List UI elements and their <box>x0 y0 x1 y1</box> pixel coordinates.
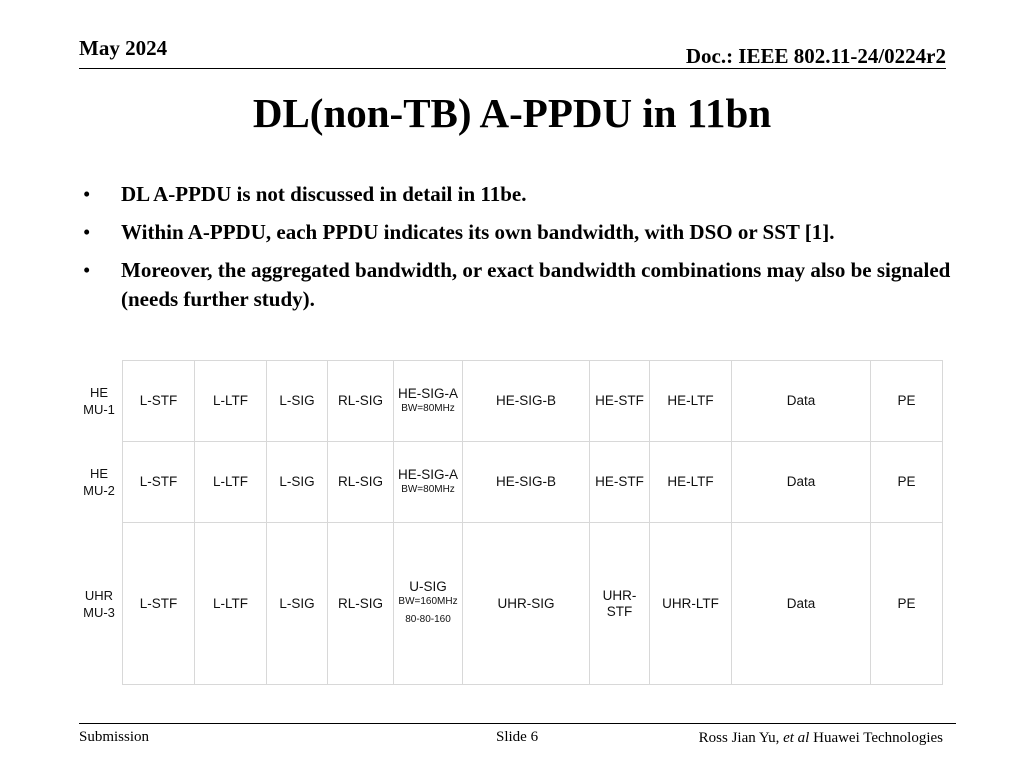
field-ltf: HE-LTF <box>650 361 732 442</box>
field-uhr-stf: UHR-STF <box>590 523 650 685</box>
field-sig-b: HE-SIG-B <box>463 361 590 442</box>
sig-name: HE-SIG-A <box>397 467 458 482</box>
sig-bandwidth: BW=80MHz <box>401 484 455 495</box>
field-l-ltf: L-LTF <box>195 442 267 523</box>
field-ltf: HE-LTF <box>650 442 732 523</box>
header-divider <box>79 68 946 69</box>
sig-bandwidth: BW=80MHz <box>401 403 455 414</box>
ppdu-row-he-mu-1 <box>76 361 943 442</box>
field-data: Data <box>732 361 871 442</box>
field-data: Data <box>732 442 871 523</box>
ppdu-row-label: HE MU-1 <box>83 385 115 417</box>
bullet-item <box>79 218 999 247</box>
bullet-text: Moreover, the aggregated bandwidth, or exact bandwidth combinations may also be signaled (needs further study). <box>121 258 951 311</box>
field-uhr-sig: UHR-SIG <box>463 523 590 685</box>
field-l-sig: L-SIG <box>267 442 328 523</box>
field-sig-b: HE-SIG-B <box>463 442 590 523</box>
bullet-symbol: • <box>83 258 91 282</box>
ppdu-row-label: HE MU-2 <box>83 466 115 498</box>
field-l-stf: L-STF <box>123 523 195 685</box>
field-l-ltf: L-LTF <box>195 523 267 685</box>
header-doc-id: Doc.: IEEE 802.11-24/0224r2 <box>685 44 946 68</box>
field-rl-sig: RL-SIG <box>328 523 394 685</box>
footer-et-al: et al <box>783 730 810 746</box>
field-sig-a <box>394 442 463 523</box>
field-l-ltf: L-LTF <box>195 361 267 442</box>
field-stf: HE-STF <box>590 442 650 523</box>
bullet-list <box>79 180 999 323</box>
footer-slide-number: Slide 6 <box>496 729 539 745</box>
field-rl-sig: RL-SIG <box>328 442 394 523</box>
field-pe: PE <box>871 442 943 523</box>
field-u-sig <box>394 523 463 685</box>
sig-name: U-SIG <box>409 579 447 594</box>
footer-organization: Huawei Technologies <box>813 730 943 746</box>
field-l-stf: L-STF <box>123 442 195 523</box>
footer-submission: Submission <box>79 729 150 745</box>
field-pe: PE <box>871 523 943 685</box>
field-l-sig: L-SIG <box>267 523 328 685</box>
sig-bandwidth: BW=160MHz <box>398 596 458 607</box>
field-data: Data <box>732 523 871 685</box>
field-uhr-ltf: UHR-LTF <box>650 523 732 685</box>
bullet-text: DL A-PPDU is not discussed in detail in 11be. <box>121 182 527 206</box>
field-pe: PE <box>871 361 943 442</box>
field-stf: HE-STF <box>590 361 650 442</box>
slide-title: DL(non-TB) A-PPDU in 11bn <box>252 90 772 136</box>
header-date: May 2024 <box>79 36 168 60</box>
ppdu-row-he-mu-2 <box>76 442 943 523</box>
bullet-symbol: • <box>83 182 91 206</box>
field-l-stf: L-STF <box>123 361 195 442</box>
footer-author <box>699 729 943 747</box>
bullet-item <box>79 256 999 314</box>
field-l-sig: L-SIG <box>267 361 328 442</box>
sig-name: HE-SIG-A <box>397 386 458 401</box>
sig-bw-combination: 80-80-160 <box>405 614 451 625</box>
bullet-item <box>79 180 999 209</box>
bullet-symbol: • <box>83 220 91 244</box>
bullet-text: Within A-PPDU, each PPDU indicates its own bandwidth, with DSO or SST [1]. <box>121 220 835 244</box>
field-rl-sig: RL-SIG <box>328 361 394 442</box>
ppdu-row-label: UHR MU-3 <box>83 587 115 620</box>
footer-author-name: Ross Jian Yu, <box>698 730 780 746</box>
field-sig-a <box>394 361 463 442</box>
appdu-structure-table <box>76 360 943 685</box>
ppdu-row-uhr-mu-3 <box>76 523 943 685</box>
footer-divider <box>79 723 956 724</box>
